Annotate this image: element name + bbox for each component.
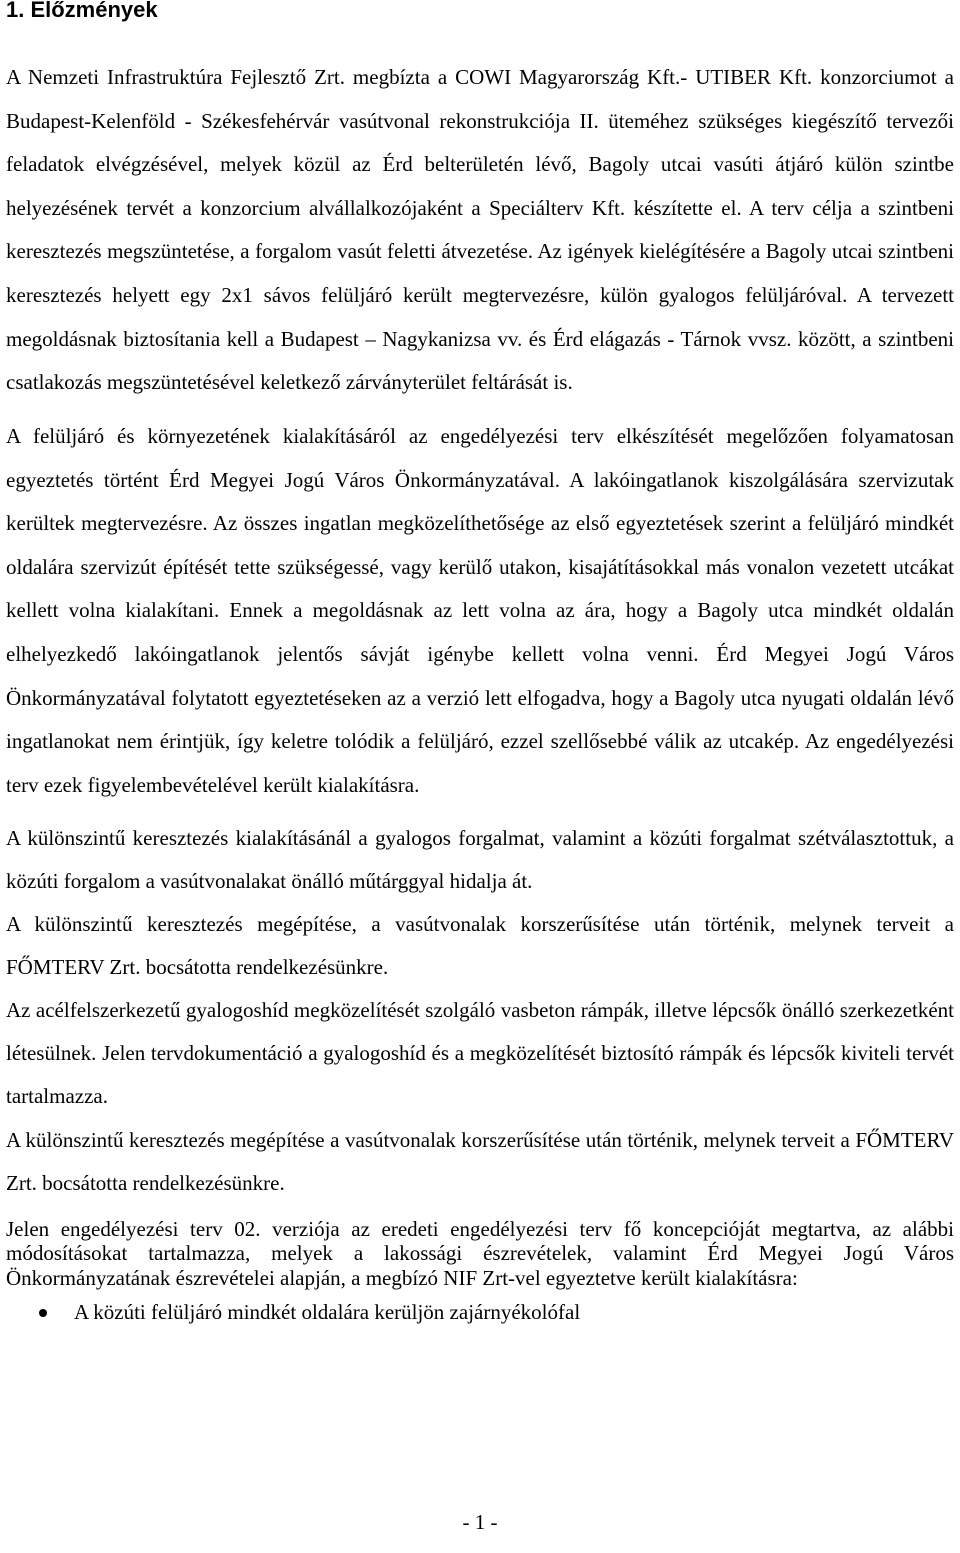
page-number: - 1 - <box>462 1510 498 1534</box>
section-heading: 1. Előzmények <box>6 0 158 22</box>
paragraph-background: A Nemzeti Infrastruktúra Fejlesztő Zrt. megbízta a COWI Magyarország Kft.- UTIBER Kft. konzorciumot a Budapest-Kelenföld - Székesfehérvár vasútvonal rekonstrukciója II. üteméhez szükséges kiegészítő tervezői feladatok elvégzésével, melyek közül az Érd belterületén lévő, Bagoly utcai vasúti átjáró külön szintbe helyezésének tervét a konzorcium alvállalkozójaként a Speciálterv Kft. készítette el. A terv célja a szintbeni keresztezés megszüntetése, a forgalom vasút feletti átvezetése. Az igények kielégítésére a Bagoly utcai szintbeni keresztezés helyett egy 2x1 sávos felüljáró került megtervezésre, külön gyalogos felüljáróval. A tervezett megoldásnak biztosítania kell a Budapest – Nagykanizsa vv. és Érd elágazás - Tárnok vvsz. között, a szintbeni csatlakozás megszüntetésével keletkező zárványterület feltárását is. <box>6 65 954 395</box>
list-item <box>6 1300 954 1324</box>
paragraph-construction-order-repeat: A különszintű keresztezés megépítése a vasútvonalak korszerűsítése után történik, melynek terveit a FŐMTERV Zrt. bocsátotta rendelkezésünkre. <box>6 1128 954 1196</box>
paragraph-construction-order: A különszintű keresztezés megépítése, a vasútvonalak korszerűsítése után történik, melynek terveit a FŐMTERV Zrt. bocsátotta rendelkezésünkre. <box>6 912 954 980</box>
paragraph-traffic-separation: A különszintű keresztezés kialakításánál a gyalogos forgalmat, valamint a közúti forgalmat szétválasztottuk, a közúti forgalom a vasútvonalakat önálló műtárggyal hidalja át. <box>6 826 954 894</box>
list-item-text: A közúti felüljáró mindkét oldalára kerüljön zajárnyékolófal <box>74 1300 581 1324</box>
paragraph-version-02: Jelen engedélyezési terv 02. verziója az eredeti engedélyezési terv fő koncepcióját megtartva, az alábbi módosításokat tartalmazza, melyek a lakossági észrevételek, valamint Érd Megyei Jogú Város Önkormányzatának észrevételei alapján, a megbízó NIF Zrt-vel egyeztetve került kialakításra: <box>6 1217 954 1290</box>
paragraph-consultation: A felüljáró és környezetének kialakításáról az engedélyezési terv elkészítését megelőzően folyamatosan egyeztetés történt Érd Megyei Jogú Város Önkormányzatával. A lakóingatlanok kiszolgálására szervizutak kerültek megtervezésre. Az összes ingatlan megközelíthetősége az első egyeztetések szerint a felüljáró mindkét oldalára szervizút építését tette szükségessé, vagy kerülő utakon, kisajátításokkal más vonalon vezetett utcákat kellett volna kialakítani. Ennek a megoldásnak az lett volna az ára, hogy a Bagoly utca mindkét oldalán elhelyezkedő lakóingatlanok jelentős sávját igénybe kellett volna venni. Érd Megyei Jogú Város Önkormányzatával folytatott egyeztetéseken az a verzió lett elfogadva, hogy a Bagoly utca nyugati oldalán lévő ingatlanokat nem érintjük, így keletre tolódik a felüljáró, ezzel szellősebbé válik az utcakép. Az engedélyezési terv ezek figyelembevételével került kialakításra. <box>6 424 954 797</box>
paragraph-footbridge: Az acélfelszerkezetű gyalogoshíd megközelítését szolgáló vasbeton rámpák, illetve lépcsők önálló szerkezetként létesülnek. Jelen tervdokumentáció a gyalogoshíd és a megközelítését biztosító rámpák és lépcsők kiviteli tervét tartalmazza. <box>6 998 954 1109</box>
bullet-icon <box>39 1309 47 1317</box>
modification-list <box>6 1300 954 1324</box>
